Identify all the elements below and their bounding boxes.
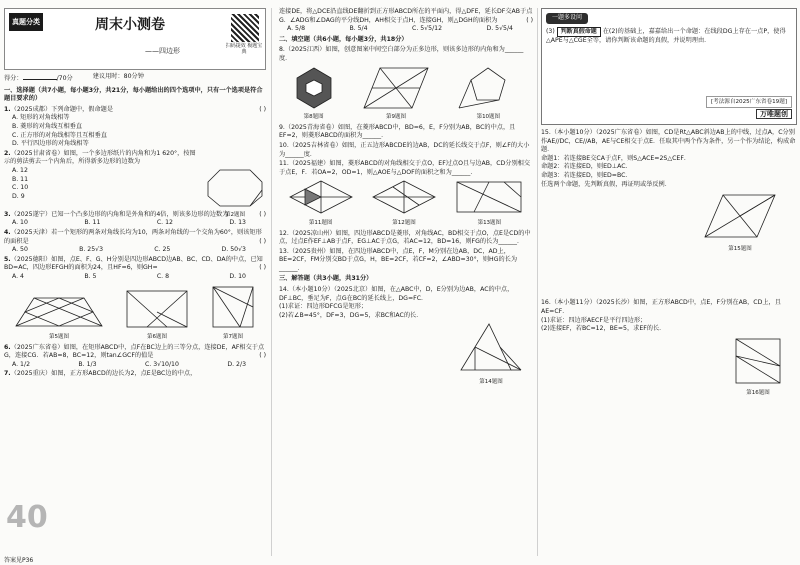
figure-caption: 第9题图 (385, 114, 406, 121)
figure-15 (703, 191, 777, 253)
figure-caption: 第13题图 (477, 219, 502, 226)
figure-9 (360, 66, 432, 122)
question-15 (541, 129, 797, 189)
answer-space[interactable] (541, 255, 797, 299)
figure-14 (459, 322, 523, 386)
answer-paren[interactable]: ( ) (259, 210, 266, 218)
option-a: A. 12 (12, 166, 28, 174)
option-c: C. 正方形的对角线相等且互相垂直 (12, 131, 107, 139)
option-b: B. 1/3 (78, 360, 97, 368)
time-label: 建议用时：80分钟 (92, 73, 144, 80)
section-1-title: 一、选择题（共7小题，每小题3分，共21分，每小题给出的四个选项中，只有一个选项是符合题目要求的） (4, 86, 263, 103)
question-text: 14.（本小题10分）（2025北京）如图，在△ABC中，D，E分别为边AB，AC的中点，DF⊥BC，垂足为F，点G在BC的延长线上，DG=FC． (279, 286, 514, 302)
question-12: 12.（2025凉山州）如图，四边形ABCD是菱形，对角线AC，BD相交于点O，点E是CD的中点，过点E作EF⊥AB于点F，EG⊥AC于点G，若AC=12，BD=16，则FG的长为______． (279, 229, 531, 246)
option-c: C. 10 (12, 184, 29, 192)
question-number: 1. (4, 105, 11, 113)
question-1 (4, 106, 266, 149)
column-1 (4, 8, 266, 380)
section-3-title: 三、解答题（共3小题，共31分） (279, 275, 373, 283)
question-9: 9.（2025青海省卷）如图，在菱形ABCD中，BD=6，E，F分别为AB，BC的中点，且EF=2，则菱形ABCD的面积为______． (279, 123, 516, 140)
logo: 真题分类 (9, 13, 43, 31)
question-8: 8.（2025江西）如图，创意图案中间空白部分为正多边形，则该多边形的内角和为______度． (279, 46, 524, 62)
column-divider (271, 8, 272, 556)
question-13: 13.（2025贵州）如图，在四边形ABCD中，点E，F，M分别在边AB，DC，AD上，BE=2CF，FM分别交BD于点G，H，BE=2CF，若CF=2，∠ABD=30°，则HG的长为______． (279, 247, 518, 272)
figure-row-8-10 (279, 66, 533, 122)
page-number: 40 (6, 500, 48, 535)
question-number: 5. (4, 255, 11, 263)
question-6 (4, 344, 266, 370)
score-total: /70分 (56, 75, 73, 82)
option-d: D. 9 (12, 192, 25, 200)
figure-row-5-7 (4, 284, 266, 342)
rhombus-figure (288, 179, 354, 215)
source-note: [考法源自2025广东省卷19题] (706, 96, 792, 109)
quadrilateral-figure (14, 294, 104, 330)
proposition-2: 命题2：若连接ED，则ED⊥AC． (541, 163, 632, 171)
question-text: （2025成都）下列命题中，假命题是 (10, 105, 114, 113)
question-tail: 任选两个命题，先判断真假，再证明或举反例． (541, 180, 671, 188)
figure-caption: 第8题图 (303, 114, 324, 121)
option-a: A. 1/2 (12, 360, 31, 368)
brand-logo: 万唯题创 (756, 109, 792, 119)
figure-row-16 (541, 336, 797, 398)
figure-caption: 第15题图 (728, 245, 752, 252)
figure-5 (14, 294, 104, 342)
option-c: C. 12 (156, 219, 173, 227)
question-text: （2025天津）若一个矩形的两条对角线长均为10，两条对角线的一个交角为60°，则该矩形的面积是 (4, 228, 262, 245)
question-text: （2025广东省卷）如图，在矩形ABCD中，点F在BC边上的三等分点，连接DE，AF相交于点G，连接CG．若AB=8，BC=12，则tan∠GCF的值是 (4, 343, 265, 360)
qr-code-icon[interactable] (231, 14, 259, 42)
question-text: （2025德阳）如图，点E、F、G、H分别是四边形ABCD边AB、BC、CD、DA的中点，已知BD=AC，四边形EFGH的面积为24，且HF=6，则GH= (4, 255, 263, 272)
parallelogram-figure (703, 191, 777, 241)
figure-caption: 第12题图 (392, 219, 416, 226)
sub-question-2: (2)连接EF，若BC=12，BE=5，求EF的长． (541, 325, 666, 333)
option-a: A. 4 (12, 272, 24, 280)
question-text: （2025甘肃省卷）如图，一个多边形纸片的内角和为1 620°，按图示的剪法剪去一个内角后，所得新多边形的边数为 (4, 149, 196, 166)
option-d: D. 13 (229, 219, 246, 227)
figure-caption: 第5题图 (49, 334, 69, 341)
question-text: 16.（本小题11分）（2025长沙）如图，正方形ABCD中，点E，F分别在AB，CD上，且AE=CF． (541, 299, 781, 315)
figure-2 (206, 168, 264, 220)
score-label: 得分： (4, 75, 23, 82)
option-b: B. 25√3 (79, 246, 104, 254)
triangle-figure (459, 322, 523, 374)
question-4 (4, 229, 266, 255)
option-b: B. 11 (84, 219, 101, 227)
sub-question-text: 在(2)的基础上，嘉嘉给出一个命题：在线段DG上存在一点P，使得△APE与△CGE全等，请你判断该命题的真假，并说明理由． (546, 27, 786, 45)
quadrilateral-figure (454, 179, 524, 215)
page-subtitle: ——四边形 (145, 47, 180, 55)
question-number: 4. (4, 228, 11, 236)
figure-row-14 (279, 322, 533, 386)
header-box (4, 8, 266, 70)
figure-caption: 第11题图 (308, 219, 333, 226)
pentagon-figure (455, 66, 521, 110)
proposition-1: 命题1：若连接BE交CA于点F，则S△ACE=2S△CEF． (541, 154, 691, 162)
question-number: 7. (4, 370, 11, 378)
sub-question-2: (2)若∠B=45°，DF=3，DG=5，求BC和AC的长． (279, 311, 423, 319)
question-11: 11.（2025福建）如图，菱形ABCD的对角线相交于点O，EF过点O且与边AB，CD分别相交于点E，F．若OA=2，OD=1，则△AOE与△DOF的面积之和为______． (279, 160, 531, 176)
option-b: B. 菱形的对角线互相垂直 (12, 122, 83, 130)
question-type-tag: 判断真假命题 (557, 27, 601, 38)
answer-paren[interactable]: ( ) (526, 16, 533, 24)
option-c: C. 25 (154, 246, 171, 254)
question-text: （2025遂宁）已知一个凸多边形的内角和是外角和的4倍，则该多边形的边数为 (10, 210, 229, 218)
rhombus-figure (360, 66, 432, 110)
option-b: B. 5/4 (349, 25, 368, 33)
column-divider (537, 8, 538, 556)
column-2 (279, 8, 533, 389)
option-b: B. 5 (84, 272, 97, 280)
page-title: 周末小测卷 (95, 17, 165, 33)
proposition-3: 命题3：若连接ED，则ED=BC． (541, 171, 632, 179)
option-d: D. 5√5/4 (486, 25, 513, 33)
figure-row-11-13 (279, 179, 533, 227)
sub-question-1: (1)求证：四边形DFCG是矩形； (279, 303, 368, 311)
score-line (4, 73, 266, 84)
answer-space[interactable] (546, 46, 792, 96)
square-figure (733, 336, 783, 386)
option-a: A. 矩形的对角线相等 (12, 114, 70, 122)
figure-6 (124, 288, 190, 342)
polygon-figure (206, 168, 264, 208)
figure-10 (455, 66, 521, 122)
question-number: 3. (4, 210, 11, 218)
figure-caption: 第2题图 (225, 212, 245, 219)
question-text: （2025重庆）如图，正方形ABCD的边长为2，点E是BC边的中点， (10, 370, 197, 378)
sub-question-label: (3) (546, 27, 555, 35)
option-a: A. 10 (12, 219, 28, 227)
box-tag: 一题多设问 (546, 13, 588, 24)
figure-11 (288, 179, 354, 227)
figure-7 (210, 284, 256, 342)
question-16 (541, 299, 797, 333)
figure-8 (291, 66, 337, 122)
pattern-figure (291, 66, 337, 110)
score-blank[interactable] (23, 73, 57, 80)
option-b: B. 11 (12, 175, 29, 183)
option-a: A. 5/8 (287, 25, 306, 33)
question-number: 2. (4, 149, 11, 157)
figure-12 (371, 179, 437, 227)
figure-13 (454, 179, 524, 227)
question-text: 15.（本小题10分）（2025广东省卷）如图，CD是Rt△ABC斜边AB上的中线，过点A，C分别作AE//DC，CE//AB，AE与CE相交于点E．任取其中两个作为条件，另一个作为结论，构成命题． (541, 128, 796, 154)
figure-caption: 第10题图 (476, 114, 501, 121)
question-text: 连接DE，将△DCE沿直线DE翻折到正方形ABCD所在的平面内，得△DFE，延长DF交AB于点G．∠ADG和∠DAG的平分线DH，AH相交于点H，连接GH，则△DGH的面积为 (279, 8, 533, 24)
figure-caption: 第16题图 (746, 390, 770, 397)
qr-caption: 扫码提效 极题宝典 (225, 43, 263, 55)
figure-row-15 (541, 191, 797, 253)
sub-question-1: (1)求证：四边形AECF是平行四边形； (541, 316, 647, 324)
figure-caption: 第14题图 (479, 379, 503, 386)
answer-paren[interactable]: ( ) (259, 237, 266, 245)
option-c: C. 3√10/10 (144, 360, 179, 368)
figure-16 (733, 336, 783, 398)
question-10: 10.（2025吉林省卷）如图，正五边形ABCDE的边AB，DC的延长线交于点F，则∠F的大小为______度． (279, 141, 530, 158)
question-number: 6. (4, 343, 11, 351)
option-c: C. 5√5/12 (412, 25, 443, 33)
answer-paren[interactable]: ( ) (259, 264, 266, 272)
option-c: C. 8 (156, 272, 170, 280)
square-figure (210, 284, 256, 330)
question-14 (279, 286, 533, 320)
option-d: D. 10 (229, 272, 246, 280)
option-d: D. 平行四边形的对角线相等 (12, 140, 89, 148)
question-7-continued (279, 8, 533, 34)
answer-reference: 答案见P36 (4, 557, 34, 564)
extension-box (541, 8, 797, 125)
option-a: A. 50 (12, 246, 28, 254)
question-7 (4, 370, 266, 379)
rhombus-figure (371, 179, 437, 215)
option-d: D. 2/3 (227, 360, 246, 368)
column-3 (541, 8, 797, 400)
section-2-title: 二、填空题（共6小题，每小题3分，共18分） (279, 35, 408, 43)
rectangle-figure (124, 288, 190, 330)
option-d: D. 50√3 (221, 246, 246, 254)
figure-caption: 第6题图 (147, 334, 167, 341)
answer-paren[interactable]: ( ) (259, 105, 266, 113)
question-5 (4, 256, 266, 342)
answer-paren[interactable]: ( ) (259, 352, 266, 360)
figure-caption: 第7题图 (223, 334, 243, 341)
